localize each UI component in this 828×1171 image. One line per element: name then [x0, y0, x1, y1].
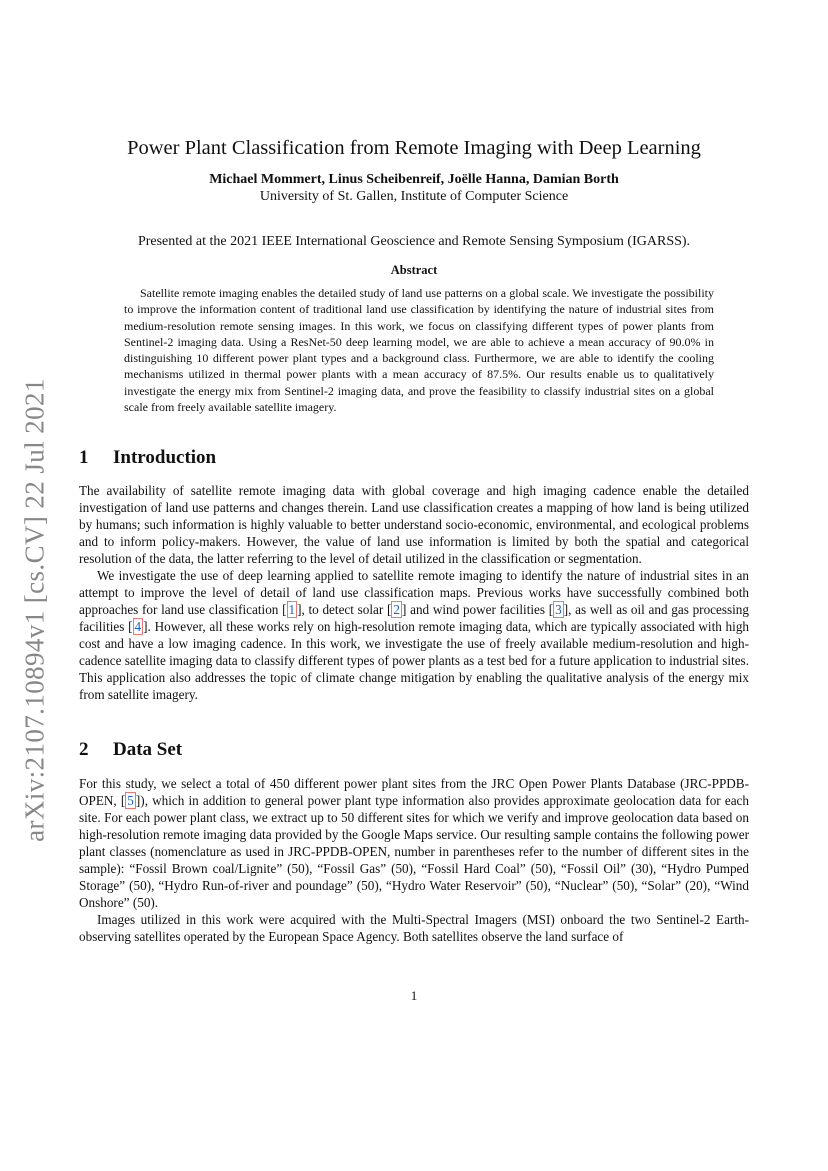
text-run: ), which in addition to general power plant type information also provides approximate geolocation data for each site. For each power plant class, we extract up to 50 different sites for which we verify and improve geolocation data based on high-resolution remote imaging data provided by the Google Maps service. Our resulting sample contains the following power plant classes (nomenclature as used in JRC-PPDB-OPEN, number in parentheses refer to the number of different sites in the sample): “Fossil Brown coal/Lignite” (50), “Fossil Gas” (50), “Fossil Hard Coal” (50), “Fossil Oil” (30), “Hydro Pumped Storage” (50), “Hydro Run-of-river and poundage” (50), “Hydro Water Reservoir” (50), “Nuclear” (50), “Solar” (20), “Wind Onshore” (50). — [79, 793, 749, 910]
data-set-body — [79, 775, 749, 945]
section-number: 2 — [79, 739, 89, 760]
citation-link[interactable]: 5 — [127, 793, 134, 808]
section-heading-introduction — [79, 447, 216, 469]
section-title: Introduction — [113, 447, 217, 468]
text-run: and wind power facilities — [406, 602, 549, 617]
paper-title: Power Plant Classification from Remote Imaging with Deep Learning — [127, 137, 701, 159]
paragraph: The availability of satellite remote imaging data with global coverage and high imaging cadence enable the detailed investigation of land use patterns and changes therein. Land use classification creates a mapping of how land is being utilized by humans; such information is highly valuable to better understand socio-economic, environmental, and ecological problems and to inform policy-makers. However, the value of land use information is limited by both the spatial and categorical resolution of the data, the latter referring to the level of detail utilized in the classification or segmentation. — [79, 483, 749, 566]
text-run: . However, all these works rely on high-resolution remote imaging data, which are typically associated with high cost and have a low imaging cadence. In this work, we investigate the use of freely available medium-resolution and high-cadence satellite imaging data to classify different types of power plants as a test bed for a future application to industrial sites. This application also addresses the topic of climate change mitigation by enabling the qualitative analysis of the energy mix from satellite imagery. — [79, 619, 750, 702]
page-number: 1 — [410, 988, 418, 1003]
section-number: 1 — [79, 447, 89, 468]
abstract-heading: Abstract — [390, 263, 438, 277]
paragraph: We investigate the use of deep learning applied to satellite remote imaging to identify the nature of industrial sites in an attempt to improve the level of detail of land use classification maps. Previous works have successfully combined both approaches for land use classification [ 1 ], to detect solar [ 2 ] and wind power facilities [ 3 ], as well as oil and gas processing facilities [ 4 ]. However, all these works rely on high-resolution remote imaging data, which are typically associated with high cost and have a low imaging cadence. In this work, we investigate the use of freely available medium-resolution and high-cadence satellite imaging data to classify different types of power plants as a test bed for a future application to industrial sites. This application also addresses the topic of climate change mitigation by enabling the qualitative analysis of the energy mix from satellite imagery. — [79, 568, 750, 702]
paragraph: For this study, we select a total of 450 different power plant sites from the JRC Open Power Plants Database (JRC-PPDB-OPEN, [ 5 ]), which in addition to general power plant type information also provides approximate geolocation data for each site. For each power plant class, we extract up to 50 different sites for which we verify and improve geolocation data based on high-resolution remote imaging data provided by the Google Maps service. Our resulting sample contains the following power plant classes (nomenclature as used in JRC-PPDB-OPEN, number in parentheses refer to the number of different sites in the sample): “Fossil Brown coal/Lignite” (50), “Fossil Gas” (50), “Fossil Hard Coal” (50), “Fossil Oil” (30), “Hydro Pumped Storage” (50), “Hydro Run-of-river and poundage” (50), “Hydro Water Reservoir” (50), “Nuclear” (50), “Solar” (20), “Wind Onshore” (50). — [79, 776, 749, 910]
citation-link[interactable]: 1 — [288, 602, 296, 617]
introduction-body — [79, 482, 749, 703]
text-run: For this study, we select a total of 450 different power plant sites from the JRC Open Power Plants Database (JRC-PPDB-OPEN, — [79, 776, 749, 808]
text-run: We investigate the use of deep learning applied to satellite remote imaging to identify the nature of industrial sites in an attempt to improve the level of detail of land use classification maps. Previous works have successfully combined both approaches for land use classification — [79, 568, 749, 617]
author-list: Michael Mommert, Linus Scheibenreif, Joëlle Hanna, Damian Borth — [209, 172, 619, 187]
abstract-text: Satellite remote imaging enables the detailed study of land use patterns on a global scale. We investigate the possibility to improve the information content of traditional land use classification by identifying the nature of industrial sites from medium-resolution remote sensing images. In this work, we focus on classifying different types of power plants from Sentinel-2 imaging data. Using a ResNet-50 deep learning model, we are able to achieve a mean accuracy of 90.0% in distinguishing 10 different power plant types and a background class. Furthermore, we are able to identify the cooling mechanisms utilized in thermal power plants with a mean accuracy of 87.5%. Our results enable us to qualitatively investigate the energy mix from Sentinel-2 imaging data, and prove the feasibility to classify industrial sites on a global scale from freely available satellite imagery. — [124, 286, 714, 415]
citation-link[interactable]: 4 — [134, 619, 142, 634]
section-heading-data-set — [79, 739, 182, 761]
text-run: , to detect solar — [301, 602, 387, 617]
citation-link[interactable]: 2 — [393, 602, 400, 617]
paragraph: Images utilized in this work were acquired with the Multi-Spectral Imagers (MSI) onboard the two Sentinel-2 Earth-observing satellites operated by the European Space Agency. Both satellites observe the land surface of — [79, 912, 749, 944]
section-title: Data Set — [113, 739, 183, 760]
citation-link[interactable]: 3 — [555, 602, 562, 617]
affiliation: University of St. Gallen, Institute of Computer Science — [259, 189, 569, 204]
venue-note: Presented at the 2021 IEEE International Geoscience and Remote Sensing Symposium (IGARSS). — [137, 234, 691, 249]
arxiv-identifier: arXiv:2107.10894v1 [cs.CV] 22 Jul 2021 — [19, 378, 50, 842]
text-run: , as well as oil and gas processing facilities — [79, 602, 749, 634]
